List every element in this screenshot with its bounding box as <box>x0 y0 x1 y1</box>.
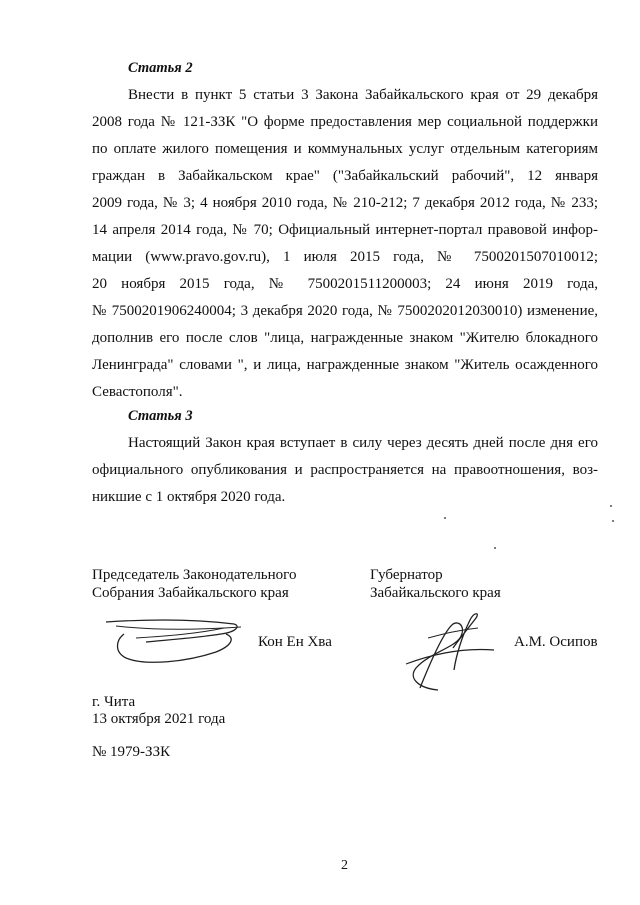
signature-left <box>96 612 246 672</box>
article-2-heading: Статья 2 <box>128 60 193 76</box>
document-number: № 1979-ЗЗК <box>92 744 171 760</box>
article-2-line: Севастополя". <box>92 384 183 400</box>
right-signatory-title-1: Губернатор <box>370 567 443 583</box>
article-3-line: никшие с 1 октября 2020 года. <box>92 489 286 505</box>
article-2-line: дополнив его после слов "лица, награжденные знаком "Жителю блокадного <box>92 330 598 346</box>
left-signatory-title-2: Собрания Забайкальского края <box>92 585 289 601</box>
article-2-line: граждан в Забайкальском крае" ("Забайкальский рабочий", 12 января <box>92 168 598 184</box>
article-2-line: 2008 года № 121-ЗЗК "О форме предоставления мер социальной поддержки <box>92 114 598 130</box>
scan-speck <box>494 547 496 549</box>
left-signatory-title-1: Председатель Законодательного <box>92 567 297 583</box>
article-2-line: 14 апреля 2014 года, № 70; Официальный интернет-портал правовой инфор- <box>92 222 598 238</box>
article-2-line: по оплате жилого помещения и коммунальных услуг отдельным категориям <box>92 141 598 157</box>
scan-speck <box>444 517 446 519</box>
signature-right <box>398 608 498 694</box>
page-number: 2 <box>341 858 348 873</box>
article-2-line: 20 ноября 2015 года, № 7500201511200003; 24 июня 2019 года, <box>92 276 598 292</box>
article-2-line: мации (www.pravo.gov.ru), 1 июля 2015 года, № 7500201507010012; <box>92 249 598 265</box>
article-2-line: № 7500201906240004; 3 декабря 2020 года, № 7500202012030010) изменение, <box>92 303 598 319</box>
article-3-line: официального опубликования и распространяется на правоотношения, воз- <box>92 462 598 478</box>
article-3-heading: Статья 3 <box>128 408 193 424</box>
article-2-line: 2009 года, № 3; 4 ноября 2010 года, № 210-212; 7 декабря 2012 года, № 233; <box>92 195 598 211</box>
article-2-line: Внести в пункт 5 статьи 3 Закона Забайкальского края от 29 декабря <box>128 87 598 103</box>
city: г. Чита <box>92 694 136 710</box>
article-3-line: Настоящий Закон края вступает в силу через десять дней после дня его <box>128 435 598 451</box>
scan-speck <box>612 520 614 522</box>
scan-speck <box>610 505 612 507</box>
right-signatory-name: А.М. Осипов <box>514 634 598 650</box>
article-2-line: Ленинграда" словами ", и лица, награжденные знаком "Житель осажденного <box>92 357 598 373</box>
document-date: 13 октября 2021 года <box>92 711 226 727</box>
right-signatory-title-2: Забайкальского края <box>370 585 501 601</box>
left-signatory-name: Кон Ен Хва <box>258 634 332 650</box>
